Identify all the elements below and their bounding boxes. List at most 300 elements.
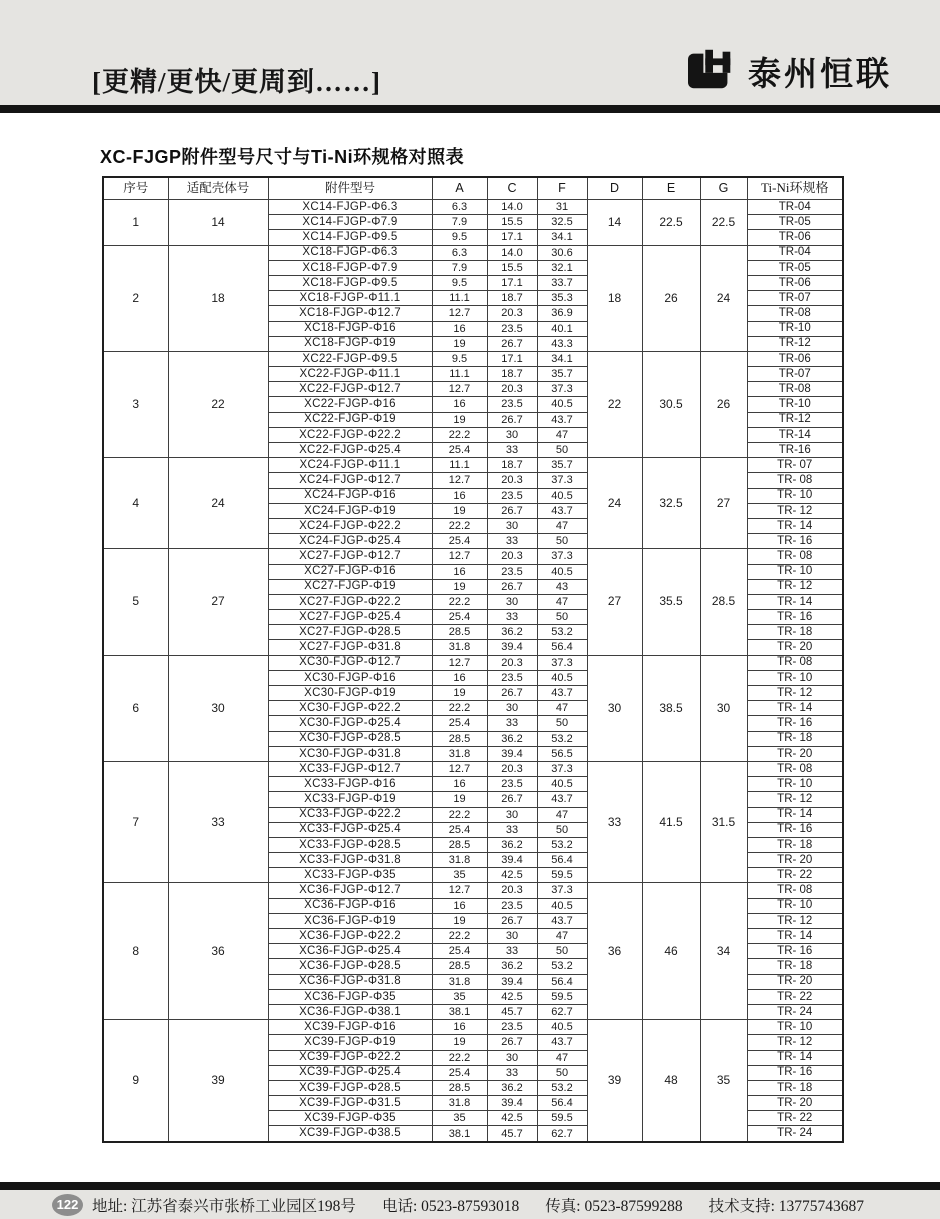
cell-c: 30 — [487, 1050, 537, 1065]
footer-phone: 电话: 0523-87593018 — [381, 1197, 520, 1215]
cell-f: 53.2 — [537, 625, 587, 640]
cell-model: XC22-FJGP-Φ12.7 — [268, 382, 432, 397]
cell-f: 59.5 — [537, 989, 587, 1004]
cell-a: 22.2 — [432, 594, 487, 609]
cell-model: XC36-FJGP-Φ19 — [268, 913, 432, 928]
cell-tini: TR-12 — [747, 336, 843, 351]
cell-tini: TR- 20 — [747, 746, 843, 761]
cell-f: 53.2 — [537, 1080, 587, 1095]
cell-g: 22.5 — [700, 200, 747, 246]
cell-c: 30 — [487, 518, 537, 533]
cell-tini: TR- 08 — [747, 761, 843, 776]
cell-a: 7.9 — [432, 215, 487, 230]
header-row — [103, 177, 843, 200]
cell-tini: TR- 22 — [747, 989, 843, 1004]
cell-f: 59.5 — [537, 1111, 587, 1126]
cell-tini: TR- 16 — [747, 944, 843, 959]
cell-model: XC36-FJGP-Φ38.1 — [268, 1004, 432, 1019]
cell-c: 36.2 — [487, 731, 537, 746]
cell-c: 30 — [487, 929, 537, 944]
cell-e: 32.5 — [642, 458, 700, 549]
cell-f: 35.7 — [537, 458, 587, 473]
column-header: 附件型号 — [268, 177, 432, 200]
cell-c: 23.5 — [487, 898, 537, 913]
cell-c: 17.1 — [487, 351, 537, 366]
cell-f: 50 — [537, 1065, 587, 1080]
cell-c: 26.7 — [487, 1035, 537, 1050]
cell-a: 38.1 — [432, 1004, 487, 1019]
cell-f: 47 — [537, 518, 587, 533]
cell-f: 40.5 — [537, 488, 587, 503]
cell-f: 43.3 — [537, 336, 587, 351]
table-row — [103, 549, 843, 564]
cell-a: 12.7 — [432, 473, 487, 488]
cell-tini: TR-05 — [747, 260, 843, 275]
cell-model: XC39-FJGP-Φ19 — [268, 1035, 432, 1050]
cell-a: 25.4 — [432, 822, 487, 837]
table-row — [103, 351, 843, 366]
cell-f: 47 — [537, 807, 587, 822]
cell-serial: 3 — [103, 351, 168, 457]
cell-g: 28.5 — [700, 549, 747, 655]
cell-c: 23.5 — [487, 670, 537, 685]
cell-c: 36.2 — [487, 959, 537, 974]
cell-model: XC18-FJGP-Φ11.1 — [268, 291, 432, 306]
cell-a: 6.3 — [432, 200, 487, 215]
cell-c: 20.3 — [487, 549, 537, 564]
cell-c: 42.5 — [487, 1111, 537, 1126]
cell-a: 19 — [432, 412, 487, 427]
cell-e: 46 — [642, 883, 700, 1020]
cell-c: 36.2 — [487, 625, 537, 640]
cell-model: XC39-FJGP-Φ38.5 — [268, 1126, 432, 1142]
cell-model: XC18-FJGP-Φ16 — [268, 321, 432, 336]
cell-d: 18 — [587, 245, 642, 351]
cell-f: 43.7 — [537, 792, 587, 807]
cell-model: XC39-FJGP-Φ28.5 — [268, 1080, 432, 1095]
cell-f: 56.4 — [537, 640, 587, 655]
cell-tini: TR- 10 — [747, 898, 843, 913]
cell-serial: 7 — [103, 761, 168, 883]
cell-f: 47 — [537, 1050, 587, 1065]
cell-a: 22.2 — [432, 427, 487, 442]
cell-tini: TR-06 — [747, 230, 843, 245]
cell-a: 12.7 — [432, 655, 487, 670]
cell-model: XC24-FJGP-Φ11.1 — [268, 458, 432, 473]
cell-a: 31.8 — [432, 974, 487, 989]
cell-model: XC27-FJGP-Φ16 — [268, 564, 432, 579]
cell-c: 36.2 — [487, 837, 537, 852]
cell-tini: TR- 22 — [747, 1111, 843, 1126]
cell-f: 62.7 — [537, 1004, 587, 1019]
cell-a: 31.8 — [432, 1096, 487, 1111]
cell-tini: TR- 14 — [747, 929, 843, 944]
cell-c: 33 — [487, 1065, 537, 1080]
cell-a: 22.2 — [432, 701, 487, 716]
cell-a: 25.4 — [432, 1065, 487, 1080]
cell-f: 50 — [537, 944, 587, 959]
cell-c: 39.4 — [487, 853, 537, 868]
column-header: 序号 — [103, 177, 168, 200]
cell-f: 35.3 — [537, 291, 587, 306]
cell-a: 28.5 — [432, 1080, 487, 1095]
cell-g: 26 — [700, 351, 747, 457]
cell-shell: 14 — [168, 200, 268, 246]
cell-tini: TR- 20 — [747, 1096, 843, 1111]
cell-e: 48 — [642, 1020, 700, 1142]
cell-model: XC27-FJGP-Φ25.4 — [268, 610, 432, 625]
cell-c: 26.7 — [487, 913, 537, 928]
cell-c: 14.0 — [487, 200, 537, 215]
cell-f: 37.3 — [537, 473, 587, 488]
cell-model: XC39-FJGP-Φ25.4 — [268, 1065, 432, 1080]
cell-f: 62.7 — [537, 1126, 587, 1142]
cell-model: XC27-FJGP-Φ28.5 — [268, 625, 432, 640]
cell-c: 45.7 — [487, 1126, 537, 1142]
cell-c: 33 — [487, 534, 537, 549]
cell-a: 28.5 — [432, 959, 487, 974]
cell-model: XC39-FJGP-Φ16 — [268, 1020, 432, 1035]
top-divider — [0, 105, 940, 113]
cell-model: XC14-FJGP-Φ9.5 — [268, 230, 432, 245]
cell-d: 36 — [587, 883, 642, 1020]
cell-a: 19 — [432, 1035, 487, 1050]
cell-f: 43.7 — [537, 913, 587, 928]
cell-a: 16 — [432, 670, 487, 685]
cell-model: XC39-FJGP-Φ35 — [268, 1111, 432, 1126]
cell-model: XC39-FJGP-Φ31.5 — [268, 1096, 432, 1111]
cell-model: XC14-FJGP-Φ6.3 — [268, 200, 432, 215]
cell-c: 20.3 — [487, 761, 537, 776]
footer-support: 技术支持: 13775743687 — [708, 1197, 865, 1215]
cell-f: 56.4 — [537, 1096, 587, 1111]
cell-c: 39.4 — [487, 746, 537, 761]
cell-tini: TR- 16 — [747, 1065, 843, 1080]
cell-model: XC22-FJGP-Φ16 — [268, 397, 432, 412]
cell-a: 11.1 — [432, 291, 487, 306]
cell-f: 30.6 — [537, 245, 587, 260]
cell-tini: TR- 18 — [747, 959, 843, 974]
cell-c: 20.3 — [487, 883, 537, 898]
cell-tini: TR- 10 — [747, 1020, 843, 1035]
cell-a: 19 — [432, 503, 487, 518]
table-body — [103, 200, 843, 1143]
cell-f: 32.1 — [537, 260, 587, 275]
cell-a: 28.5 — [432, 731, 487, 746]
cell-f: 40.5 — [537, 397, 587, 412]
cell-a: 25.4 — [432, 443, 487, 458]
cell-a: 22.2 — [432, 1050, 487, 1065]
cell-tini: TR- 08 — [747, 883, 843, 898]
cell-f: 43.7 — [537, 412, 587, 427]
cell-f: 47 — [537, 929, 587, 944]
column-header: F — [537, 177, 587, 200]
cell-c: 33 — [487, 944, 537, 959]
cell-tini: TR- 08 — [747, 549, 843, 564]
brand-name: 泰州恒联 — [748, 55, 892, 92]
cell-a: 16 — [432, 397, 487, 412]
cell-a: 31.8 — [432, 640, 487, 655]
cell-model: XC18-FJGP-Φ12.7 — [268, 306, 432, 321]
cell-a: 16 — [432, 488, 487, 503]
cell-e: 22.5 — [642, 200, 700, 246]
cell-f: 43 — [537, 579, 587, 594]
cell-a: 22.2 — [432, 807, 487, 822]
cell-c: 20.3 — [487, 473, 537, 488]
cell-f: 37.3 — [537, 549, 587, 564]
cell-model: XC14-FJGP-Φ7.9 — [268, 215, 432, 230]
cell-model: XC36-FJGP-Φ25.4 — [268, 944, 432, 959]
cell-tini: TR-07 — [747, 367, 843, 382]
cell-shell: 18 — [168, 245, 268, 351]
cell-model: XC24-FJGP-Φ19 — [268, 503, 432, 518]
cell-c: 23.5 — [487, 397, 537, 412]
cell-c: 45.7 — [487, 1004, 537, 1019]
cell-c: 20.3 — [487, 382, 537, 397]
footer-fax: 传真: 0523-87599288 — [545, 1197, 683, 1215]
cell-tini: TR- 12 — [747, 913, 843, 928]
cell-f: 47 — [537, 427, 587, 442]
cell-tini: TR- 24 — [747, 1004, 843, 1019]
cell-a: 28.5 — [432, 837, 487, 852]
cell-f: 36.9 — [537, 306, 587, 321]
cell-model: XC24-FJGP-Φ22.2 — [268, 518, 432, 533]
cell-tini: TR- 16 — [747, 610, 843, 625]
cell-shell: 39 — [168, 1020, 268, 1142]
cell-serial: 8 — [103, 883, 168, 1020]
cell-f: 56.4 — [537, 853, 587, 868]
cell-f: 37.3 — [537, 761, 587, 776]
cell-model: XC36-FJGP-Φ16 — [268, 898, 432, 913]
cell-tini: TR- 14 — [747, 518, 843, 533]
cell-tini: TR- 16 — [747, 534, 843, 549]
cell-f: 43.7 — [537, 503, 587, 518]
cell-tini: TR- 20 — [747, 974, 843, 989]
cell-model: XC22-FJGP-Φ19 — [268, 412, 432, 427]
cell-g: 30 — [700, 655, 747, 761]
cell-model: XC33-FJGP-Φ25.4 — [268, 822, 432, 837]
cell-d: 14 — [587, 200, 642, 246]
cell-model: XC30-FJGP-Φ16 — [268, 670, 432, 685]
cell-a: 6.3 — [432, 245, 487, 260]
cell-model: XC18-FJGP-Φ9.5 — [268, 275, 432, 290]
company-slogan: [更精/更快/更周到……] — [92, 67, 381, 97]
cell-g: 24 — [700, 245, 747, 351]
cell-f: 43.7 — [537, 686, 587, 701]
cell-c: 23.5 — [487, 1020, 537, 1035]
cell-f: 40.5 — [537, 564, 587, 579]
cell-model: XC36-FJGP-Φ31.8 — [268, 974, 432, 989]
cell-a: 16 — [432, 564, 487, 579]
cell-a: 25.4 — [432, 716, 487, 731]
cell-tini: TR- 08 — [747, 473, 843, 488]
cell-tini: TR- 08 — [747, 655, 843, 670]
cell-serial: 5 — [103, 549, 168, 655]
cell-model: XC18-FJGP-Φ7.9 — [268, 260, 432, 275]
column-header: C — [487, 177, 537, 200]
cell-tini: TR- 24 — [747, 1126, 843, 1142]
cell-f: 34.1 — [537, 351, 587, 366]
cell-a: 19 — [432, 579, 487, 594]
cell-f: 50 — [537, 716, 587, 731]
cell-a: 25.4 — [432, 534, 487, 549]
cell-tini: TR-16 — [747, 443, 843, 458]
cell-a: 19 — [432, 913, 487, 928]
cell-tini: TR- 10 — [747, 777, 843, 792]
cell-model: XC27-FJGP-Φ12.7 — [268, 549, 432, 564]
cell-tini: TR- 18 — [747, 731, 843, 746]
table-row — [103, 761, 843, 776]
cell-c: 18.7 — [487, 458, 537, 473]
table-row — [103, 200, 843, 215]
cell-f: 56.5 — [537, 746, 587, 761]
cell-c: 17.1 — [487, 275, 537, 290]
cell-c: 39.4 — [487, 640, 537, 655]
cell-f: 32.5 — [537, 215, 587, 230]
cell-a: 25.4 — [432, 610, 487, 625]
column-header: Ti-Ni环规格 — [747, 177, 843, 200]
cell-a: 19 — [432, 336, 487, 351]
cell-c: 42.5 — [487, 989, 537, 1004]
cell-c: 23.5 — [487, 321, 537, 336]
cell-f: 37.3 — [537, 655, 587, 670]
cell-a: 9.5 — [432, 275, 487, 290]
cell-f: 40.1 — [537, 321, 587, 336]
cell-c: 23.5 — [487, 777, 537, 792]
cell-a: 35 — [432, 868, 487, 883]
cell-model: XC24-FJGP-Φ12.7 — [268, 473, 432, 488]
cell-model: XC30-FJGP-Φ19 — [268, 686, 432, 701]
brand-block — [688, 48, 892, 95]
cell-f: 50 — [537, 610, 587, 625]
cell-c: 39.4 — [487, 1096, 537, 1111]
column-header: A — [432, 177, 487, 200]
cell-model: XC36-FJGP-Φ22.2 — [268, 929, 432, 944]
cell-e: 30.5 — [642, 351, 700, 457]
cell-model: XC33-FJGP-Φ12.7 — [268, 761, 432, 776]
cell-c: 26.7 — [487, 792, 537, 807]
cell-c: 26.7 — [487, 579, 537, 594]
cell-a: 35 — [432, 1111, 487, 1126]
cell-tini: TR-14 — [747, 427, 843, 442]
cell-c: 33 — [487, 716, 537, 731]
cell-g: 31.5 — [700, 761, 747, 883]
cell-model: XC22-FJGP-Φ22.2 — [268, 427, 432, 442]
cell-d: 33 — [587, 761, 642, 883]
cell-c: 23.5 — [487, 488, 537, 503]
cell-f: 59.5 — [537, 868, 587, 883]
cell-a: 12.7 — [432, 382, 487, 397]
cell-a: 12.7 — [432, 761, 487, 776]
cell-tini: TR-05 — [747, 215, 843, 230]
footer-address: 地址: 江苏省泰兴市张桥工业园区198号 — [92, 1197, 356, 1215]
cell-f: 53.2 — [537, 837, 587, 852]
table-header — [103, 177, 843, 200]
cell-c: 26.7 — [487, 503, 537, 518]
lh-logo-icon — [688, 49, 738, 94]
cell-e: 41.5 — [642, 761, 700, 883]
cell-e: 35.5 — [642, 549, 700, 655]
cell-a: 12.7 — [432, 306, 487, 321]
cell-model: XC18-FJGP-Φ6.3 — [268, 245, 432, 260]
cell-model: XC24-FJGP-Φ16 — [268, 488, 432, 503]
cell-f: 50 — [537, 534, 587, 549]
page-number-badge: 122 — [52, 1194, 83, 1216]
cell-model: XC22-FJGP-Φ25.4 — [268, 443, 432, 458]
cell-serial: 9 — [103, 1020, 168, 1142]
cell-tini: TR- 10 — [747, 488, 843, 503]
cell-model: XC27-FJGP-Φ31.8 — [268, 640, 432, 655]
cell-a: 19 — [432, 792, 487, 807]
cell-c: 33 — [487, 822, 537, 837]
cell-model: XC36-FJGP-Φ35 — [268, 989, 432, 1004]
cell-f: 37.3 — [537, 382, 587, 397]
cell-f: 40.5 — [537, 1020, 587, 1035]
bottom-divider — [0, 1182, 940, 1190]
cell-a: 11.1 — [432, 367, 487, 382]
cell-c: 18.7 — [487, 291, 537, 306]
cell-a: 31.8 — [432, 746, 487, 761]
cell-f: 56.4 — [537, 974, 587, 989]
cell-c: 30 — [487, 427, 537, 442]
page-title: XC-FJGP附件型号尺寸与Ti-Ni环规格对照表 — [100, 147, 465, 167]
cell-c: 15.5 — [487, 260, 537, 275]
cell-c: 15.5 — [487, 215, 537, 230]
cell-c: 20.3 — [487, 306, 537, 321]
cell-c: 23.5 — [487, 564, 537, 579]
cell-d: 30 — [587, 655, 642, 761]
cell-a: 11.1 — [432, 458, 487, 473]
cell-c: 33 — [487, 443, 537, 458]
cell-a: 16 — [432, 321, 487, 336]
table-row — [103, 458, 843, 473]
cell-serial: 4 — [103, 458, 168, 549]
cell-f: 50 — [537, 443, 587, 458]
cell-serial: 1 — [103, 200, 168, 246]
cell-c: 26.7 — [487, 412, 537, 427]
cell-model: XC30-FJGP-Φ22.2 — [268, 701, 432, 716]
cell-tini: TR- 22 — [747, 868, 843, 883]
cell-tini: TR-04 — [747, 200, 843, 215]
cell-c: 30 — [487, 807, 537, 822]
cell-a: 31.8 — [432, 853, 487, 868]
cell-c: 18.7 — [487, 367, 537, 382]
cell-model: XC33-FJGP-Φ22.2 — [268, 807, 432, 822]
cell-model: XC22-FJGP-Φ9.5 — [268, 351, 432, 366]
cell-f: 50 — [537, 822, 587, 837]
cell-a: 12.7 — [432, 883, 487, 898]
cell-d: 22 — [587, 351, 642, 457]
cell-a: 38.1 — [432, 1126, 487, 1142]
cell-f: 31 — [537, 200, 587, 215]
cell-c: 17.1 — [487, 230, 537, 245]
cell-tini: TR- 20 — [747, 853, 843, 868]
cell-a: 22.2 — [432, 929, 487, 944]
cell-a: 16 — [432, 1020, 487, 1035]
cell-model: XC27-FJGP-Φ19 — [268, 579, 432, 594]
cell-tini: TR-08 — [747, 306, 843, 321]
cell-tini: TR- 14 — [747, 594, 843, 609]
cell-d: 27 — [587, 549, 642, 655]
cell-a: 22.2 — [432, 518, 487, 533]
cell-tini: TR- 12 — [747, 503, 843, 518]
cell-f: 34.1 — [537, 230, 587, 245]
cell-tini: TR-12 — [747, 412, 843, 427]
cell-tini: TR- 18 — [747, 837, 843, 852]
cell-a: 16 — [432, 898, 487, 913]
cell-f: 43.7 — [537, 1035, 587, 1050]
cell-d: 24 — [587, 458, 642, 549]
